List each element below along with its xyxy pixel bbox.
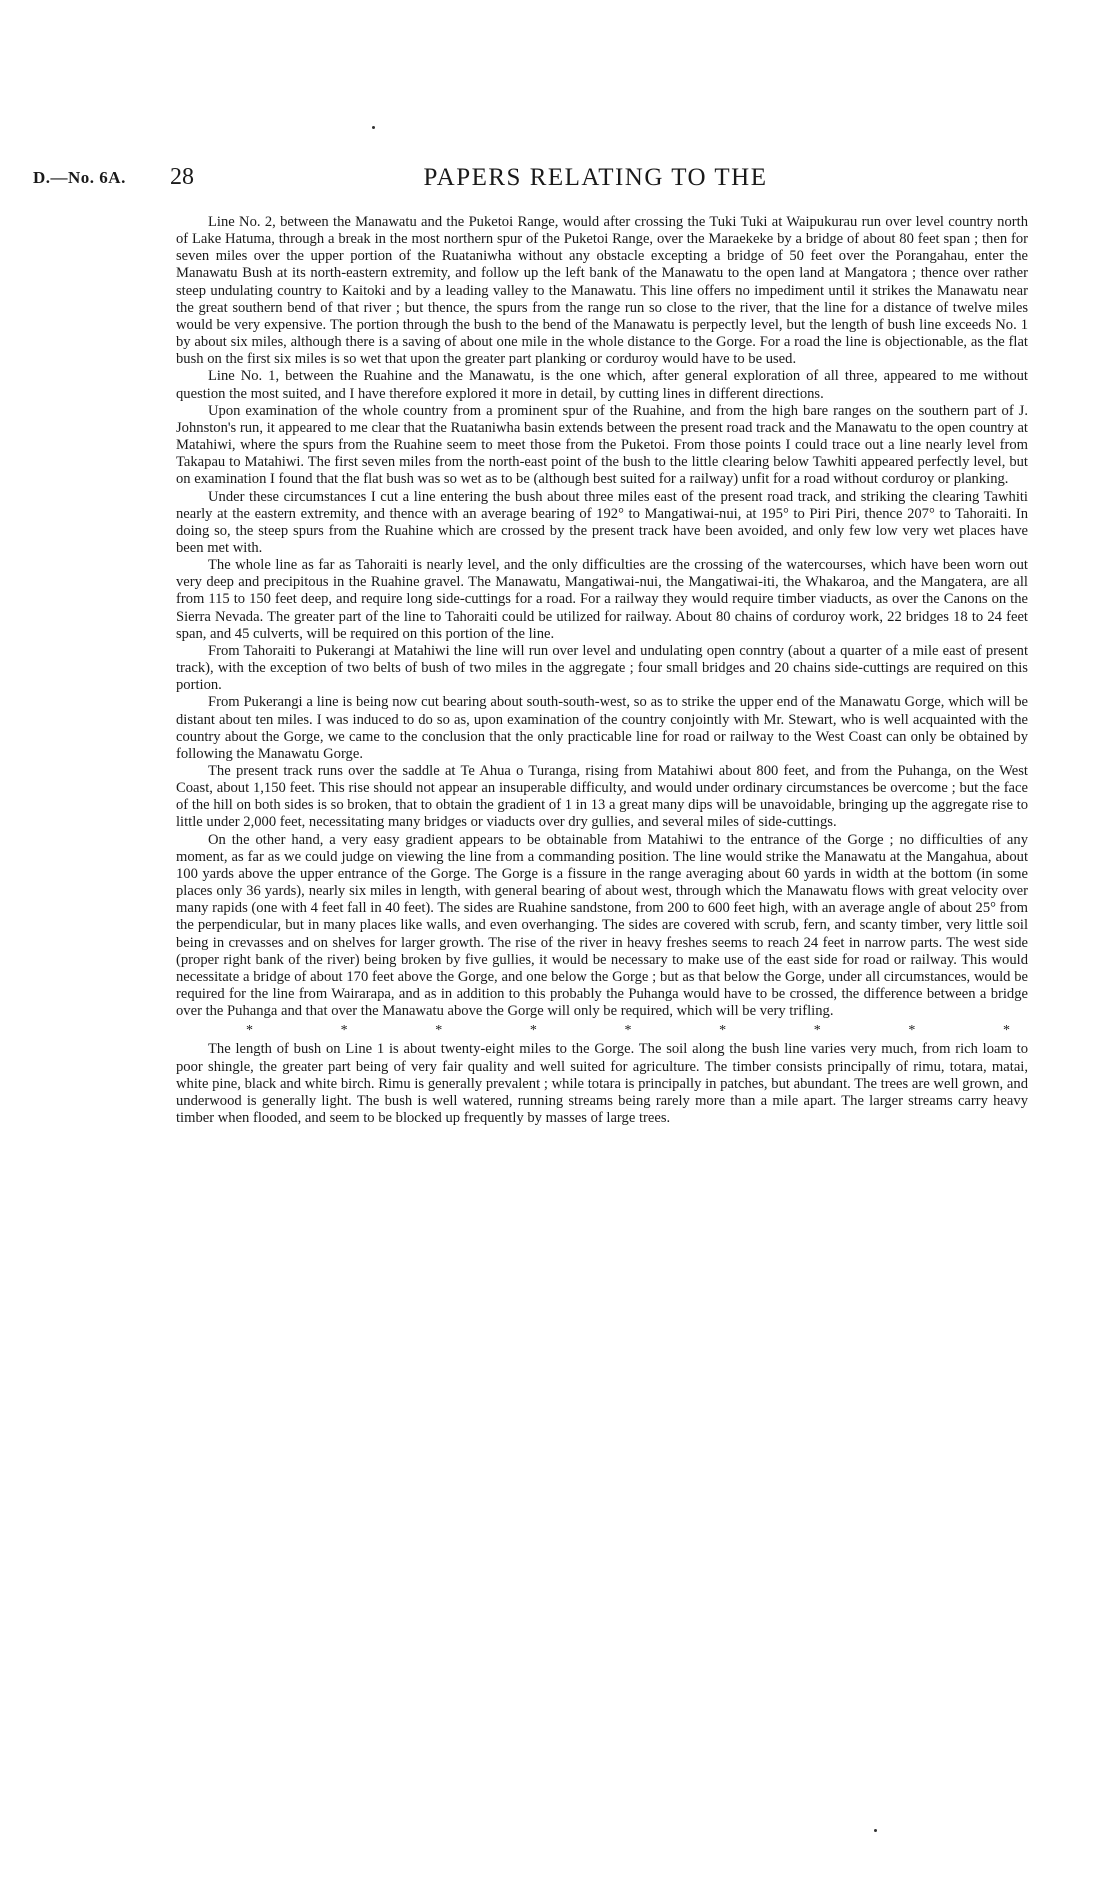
asterisk: *	[340, 1023, 348, 1039]
asterisk: *	[624, 1023, 632, 1039]
paragraph: From Tahoraiti to Pukerangi at Matahiwi the line will run over level and undulating open conntry (about a quarter of a mile east of present track), with the exception of two belts of bush of two miles in the aggregate ; four small bridges and 20 chains side-cuttings are required on this portion.	[176, 642, 1028, 694]
paragraph: The whole line as far as Tahoraiti is nearly level, and the only difficulties are the crossing of the watercourses, which have been worn out very deep and precipitous in the Ruahine gravel. The Manawatu, Mangatiwai-nui, the Mangatiwai-iti, the Whakaroa, and the Mangatera, are all from 115 to 150 feet deep, and require long side-cuttings for a road. For a railway they would require timber viaducts, as over the Canons on the Sierra Nevada. The greater part of the line to Tahoraiti could be utilized for railway. About 80 chains of corduroy work, 22 bridges 18 to 24 feet span, and 45 culverts, will be required on this portion of the line.	[176, 557, 1028, 642]
print-speck	[874, 1829, 877, 1832]
paragraph: Line No. 2, between the Manawatu and the Puketoi Range, would after crossing the Tuki Tuki at Waipukurau run over level country north of Lake Hatuma, through a break in the most northern spur of the Puketoi Range, over the Maraekeke by a bridge of about 80 feet span ; then for seven miles over the upper portion of the Ruataniwha without any obstacle excepting a bridge of 50 feet over the Porangahau, enter the Manawatu Bush at its north-eastern extremity, and follow up the left bank of the Manawatu to the open land at Mangatora ; thence over rather steep undulating country to Kaitoki and by a leading valley to the Manawatu. This line offers no impediment until it strikes the Manawatu near the great southern bend of that river ; but thence, the spurs from the range run so close to the river, that the line for a distance of twelve miles would be very expensive. The portion through the bush to the bend of the Manawatu is perpectly level, but the length of bush line exceeds No. 1 by about six miles, although there is a saving of about one mile in the whole distance to the Gorge. For a road the line is objectionable, as the flat bush on the first six miles is so wet that upon the greater part planking or corduroy would have to be used.	[176, 214, 1028, 368]
paragraph: Under these circumstances I cut a line entering the bush about three miles east of the present road track, and striking the clearing Tawhiti nearly at the eastern extremity, and thence with an average bearing of 192° to Mangatiwai-nui, at 195° to Piri Piri, thence 207° to Tahoraiti. In doing so, the steep spurs from the Ruahine which are crossed by the present track have been avoided, and only few low very wet places have been met with.	[176, 488, 1028, 556]
paragraph: The length of bush on Line 1 is about twenty-eight miles to the Gorge. The soil along the bush line varies very much, from rich loam to poor shingle, the greater part being of very fair quality and well suited for agriculture. The timber consists principally of rimu, totara, matai, white pine, black and white birch. Rimu is generally prevalent ; while totara is principally in patches, but abundant. The trees are well grown, and underwood is generally light. The bush is well watered, running streams being rarely more than a mile apart. The larger streams carry heavy timber when flooded, and seem to be blocked up frequently by masses of large trees.	[176, 1041, 1028, 1126]
paragraph: Line No. 1, between the Ruahine and the Manawatu, is the one which, after general exploration of all three, appeared to me without question the most suited, and I have therefore explored it more in detail, by cutting lines in different directions.	[176, 368, 1028, 402]
asterisk: *	[908, 1023, 916, 1039]
asterisk: *	[719, 1023, 727, 1039]
asterisk: *	[246, 1023, 253, 1039]
asterisk: *	[813, 1023, 821, 1039]
paragraph: Upon examination of the whole country from a prominent spur of the Ruahine, and from the high bare ranges on the southern part of J. Johnston's run, it appeared to me clear that the Ruataniwha basin extends between the present road track and the Manawatu to the open country at Matahiwi, where the spurs from the Ruahine seem to meet those from the Puketoi. From those points I could trace out a line nearly level from Takapau to Matahiwi. The first seven miles from the north-east point of the bush to the little clearing below Tawhiti appeared perfectly level, but on examination I found that the flat bush was so wet as to be (although best suited for a railway) unfit for a road without corduroy or planking.	[176, 402, 1028, 488]
print-speck	[372, 126, 375, 129]
paragraph: On the other hand, a very easy gradient appears to be obtainable from Matahiwi to the entrance of the Gorge ; no difficulties of any moment, as far as we could judge on viewing the line from a commanding position. The line would strike the Manawatu at the Mangahua, about 100 yards above the upper entrance of the Gorge. The Gorge is a fissure in the range averaging about 60 yards in width at the bottom (in some places only 36 yards), nearly six miles in length, with general bearing of about west, through which the Manawatu flows with great velocity over many rapids (one with 4 feet fall in 40 feet). The sides are Ruahine sandstone, from 200 to 600 feet high, with an average angle of about 25° from the perpendicular, but in many places like walls, and even overhanging. The sides are covered with scrub, fern, and scanty timber, very little soil being in crevasses and on shelves for larger growth. The rise of the river in heavy freshes seems to reach 24 feet in narrow parts. The west side (proper right bank of the river) being broken by five gullies, it would be necessary to make use of the east side for road or railway. This would necessitate a bridge of about 170 feet above the Gorge, and one below the Gorge ; but as that below the Gorge, under all circumstances, would be required for the line from Wairarapa, and as in addition to this probably the Puhanga would have to be crossed, the difference between a bridge over the Puhanga and that over the Manawatu above the Gorge will only be required, which will be very trifling.	[176, 831, 1028, 1020]
paragraph: From Pukerangi a line is being now cut bearing about south-south-west, so as to strike the upper end of the Manawatu Gorge, which will be distant about ten miles. I was induced to do so as, upon examination of the country conjointly with Mr. Stewart, who is well acquainted with the country about the Gorge, we came to the conclusion that the only practicable line for road or railway to the West Coast can only be obtained by following the Manawatu Gorge.	[176, 694, 1028, 762]
asterisk: *	[529, 1023, 537, 1039]
body-text	[176, 214, 1028, 1127]
page-header	[33, 164, 1083, 194]
page-number: 28	[170, 164, 194, 190]
running-title: PAPERS RELATING TO THE	[423, 164, 768, 191]
asterisk: *	[435, 1023, 443, 1039]
asterisk: *	[1003, 1023, 1010, 1039]
section-break-asterisks	[176, 1022, 1028, 1039]
document-reference: D.—No. 6A.	[33, 168, 126, 187]
paragraph: The present track runs over the saddle at Te Ahua o Turanga, rising from Matahiwi about 800 feet, and from the Puhanga, on the West Coast, about 1,150 feet. This rise should not appear an insuperable difficulty, and would under ordinary circumstances be overcome ; but the face of the hill on both sides is so broken, that to obtain the gradient of 1 in 13 a great many dips will be unavoidable, bringing up the aggregate rise to little under 2,000 feet, necessitating many bridges or viaducts over dry gullies, and several miles of side-cuttings.	[176, 763, 1028, 831]
